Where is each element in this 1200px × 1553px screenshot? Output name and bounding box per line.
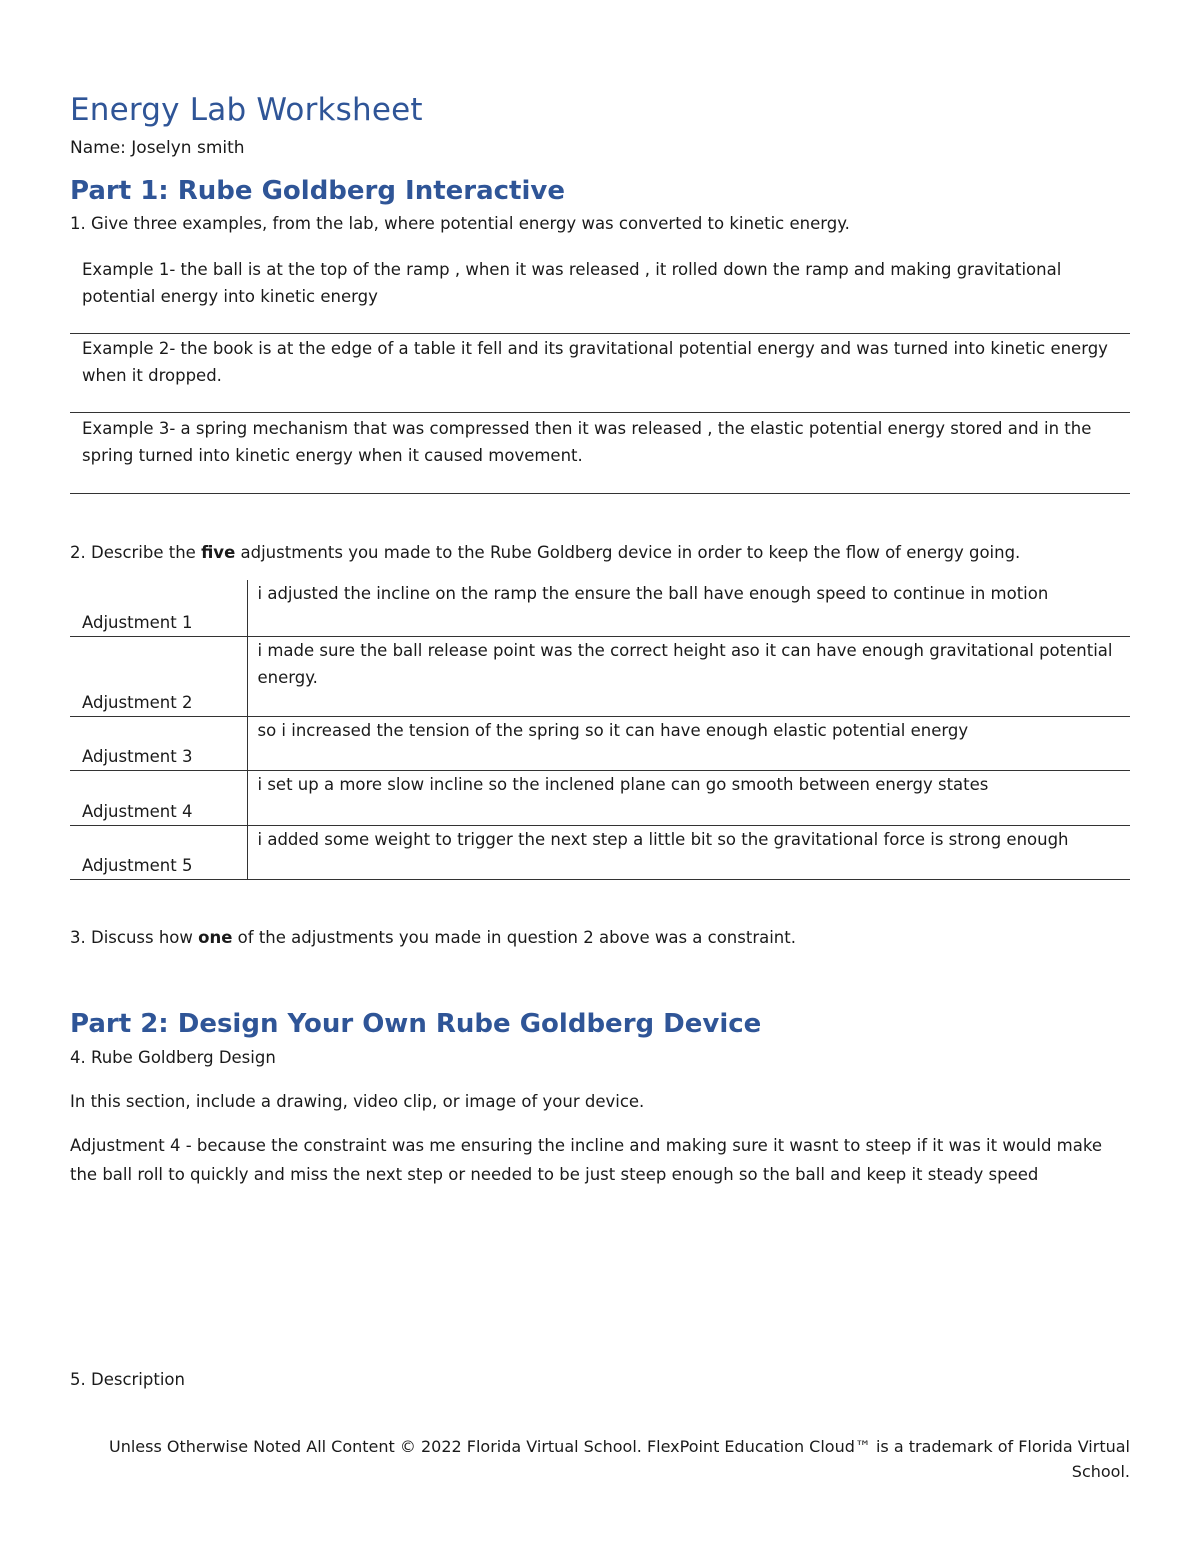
question-2-bold: five xyxy=(201,543,236,562)
table-row xyxy=(70,716,1130,770)
example-1: Example 1- the ball is at the top of the ramp , when it was released , it rolled down the ramp and making gravitational potential energy into kinetic energy xyxy=(70,256,1130,334)
adjustment-label: Adjustment 2 xyxy=(70,636,247,716)
constraint-answer: Adjustment 4 - because the constraint was me ensuring the incline and making sure it wasnt to steep if it was it would make the ball roll to quickly and miss the next step or needed to be just steep enough so the ball and keep it steady speed xyxy=(70,1136,1102,1184)
adjustments-table xyxy=(70,580,1130,880)
part1-heading: Part 1: Rube Goldberg Interactive xyxy=(70,176,565,206)
question-1: 1. Give three examples, from the lab, where potential energy was converted to kinetic energy. xyxy=(70,214,850,233)
example-3: Example 3- a spring mechanism that was compressed then it was released , the elastic potential energy stored and in the spring turned into kinetic energy when it caused movement. xyxy=(70,413,1130,494)
page-title: Energy Lab Worksheet xyxy=(70,92,423,128)
footer-copyright: Unless Otherwise Noted All Content © 2022 Florida Virtual School. FlexPoint Education Cloud™ is a trademark of Florida Virtual School. xyxy=(109,1437,1130,1481)
table-row xyxy=(70,580,1130,636)
adjustment-text: so i increased the tension of the spring so it can have enough elastic potential energy xyxy=(247,716,1130,770)
student-name: Name: Joselyn smith xyxy=(70,138,245,158)
adjustment-label: Adjustment 4 xyxy=(70,770,247,825)
example-2: Example 2- the book is at the edge of a table it fell and its gravitational potential energy and was turned into kinetic energy when it dropped. xyxy=(70,334,1130,413)
design-instruction: In this section, include a drawing, video clip, or image of your device. xyxy=(70,1092,645,1111)
adjustment-label: Adjustment 3 xyxy=(70,716,247,770)
question-4: 4. Rube Goldberg Design xyxy=(70,1048,276,1067)
adjustment-label: Adjustment 1 xyxy=(70,580,247,636)
examples-table xyxy=(70,256,1130,494)
question-2-pre: 2. Describe the xyxy=(70,543,202,562)
question-3-pre: 3. Discuss how xyxy=(70,928,199,947)
question-2 xyxy=(70,539,1020,566)
adjustment-text: i added some weight to trigger the next step a little bit so the gravitational force is strong enough xyxy=(247,825,1130,879)
question-3-post: of the adjustments you made in question 2 above was a constraint. xyxy=(232,928,796,947)
part2-heading: Part 2: Design Your Own Rube Goldberg Device xyxy=(70,1009,762,1039)
adjustment-text: i made sure the ball release point was the correct height aso it can have enough gravitational potential energy. xyxy=(247,636,1130,716)
table-row xyxy=(70,770,1130,825)
adjustment-text: i set up a more slow incline so the inclened plane can go smooth between energy states xyxy=(247,770,1130,825)
adjustment-text: i adjusted the incline on the ramp the ensure the ball have enough speed to continue in motion xyxy=(247,580,1130,636)
table-row xyxy=(70,636,1130,716)
question-3 xyxy=(70,924,796,951)
adjustment-label: Adjustment 5 xyxy=(70,825,247,879)
question-2-post: adjustments you made to the Rube Goldberg device in order to keep the flow of energy going. xyxy=(235,543,1021,562)
question-5: 5. Description xyxy=(70,1370,185,1389)
table-row xyxy=(70,825,1130,879)
question-3-bold: one xyxy=(198,928,233,947)
